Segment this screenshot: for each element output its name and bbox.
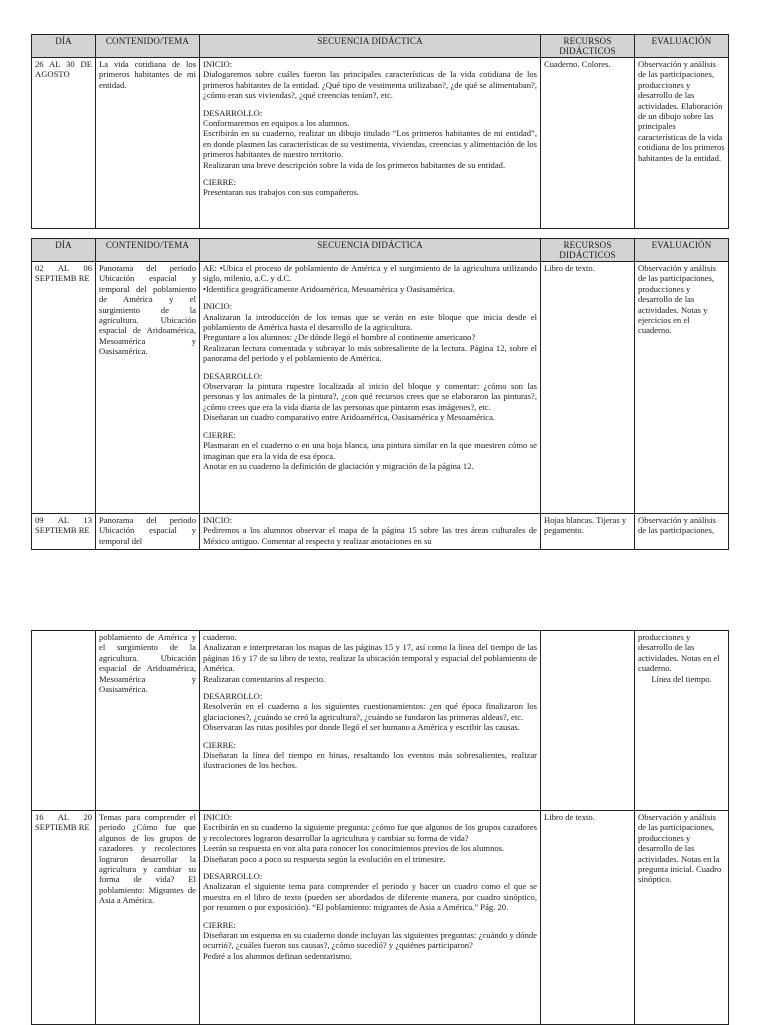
- dia-cell: 02 AL 06 SEPTIEMB RE: [32, 262, 96, 514]
- secuencia-line: Diseñaran un cuadro comparativo entre Aridoamérica, Oasisamérica y Mesoamérica.: [203, 412, 496, 423]
- secuencia-line: Leerán su respuesta en voz alta para conocer los conocimientos previos de los alumnos.: [203, 843, 505, 854]
- secuencia-line: Anotar en su cuaderno la definición de glaciación y migración de la página 12.: [203, 460, 474, 471]
- secuencia-line: CIERRE:: [203, 739, 236, 750]
- secuencia-line: Analizaran el siguiente tema para comprender el periodo y hacer un cuadro como el que se muestra en el libro de texto (pueden ser abordados de diferente manera, por cuadro sinóptico, por resumen o por exposición). “El poblamiento: migrantes de Asia a América.” Pág. 20.: [203, 881, 537, 913]
- recursos-cell: Hojas blancas. Tijeras y pegamento.: [541, 514, 635, 550]
- secuencia-line: Observaran las rutas posibles por donde llegó el ser humano a América y escribir las causas.: [203, 722, 520, 733]
- secuencia-line: Preguntare a los alumnos: ¿De dónde llegó el hombre al continente americano?: [203, 332, 476, 343]
- secuencia-line: Diseñaran un esquema en su cuaderno donde incluyan las siguientes preguntas: ¿cuándo y dónde ocurrió?, ¿cuáles fueron sus causas?, ¿cómo sucedió? y ¿quiénes participaron?: [203, 930, 537, 951]
- header-recursos: RECURSOS DIDÁCTICOS: [541, 239, 635, 262]
- dia-cell: 26 AL 30 DE AGOSTO: [32, 58, 96, 229]
- secuencia-line: INICIO:: [203, 59, 233, 69]
- secuencia-line: INICIO:: [203, 812, 233, 822]
- secuencia-cell: [200, 514, 541, 550]
- secuencia-cell: [200, 262, 541, 514]
- evaluacion-cell: Observación y análisis de las participaciones, producciones y desarrollo de las actividades. Notas y ejercicios en el cuaderno.: [635, 262, 729, 514]
- header-evaluacion: EVALUACIÓN: [635, 239, 729, 262]
- header-dia: DÍA: [32, 35, 96, 58]
- header-evaluacion: EVALUACIÓN: [635, 35, 729, 58]
- secuencia-line: Pediremos a los alumnos observar el mapa de la página 15 sobre las tres áreas culturales de México antiguo. Comentar al respecto y realizar anotaciones en su: [203, 525, 537, 546]
- secuencia-line: Pediré a los alumnos definan sedentarismo.: [203, 950, 352, 961]
- secuencia-line: CIERRE:: [203, 919, 236, 930]
- secuencia-line: Realizaran una breve descripción sobre la vida de los primeros habitantes de su entidad.: [203, 159, 506, 170]
- dia-cell: 16 AL 20 SEPTIEMB RE: [32, 811, 96, 1025]
- header-contenido: CONTENIDO/TEMA: [96, 35, 200, 58]
- plan-table-2: [31, 238, 729, 550]
- plan-table-1: [31, 34, 729, 229]
- secuencia-line: Escribirán en su cuaderno, realizar un dibujo titulado “Los primeros habitantes de mi entidad”, en donde plasmen las características de su vestimenta, viviendas, creencias y alimentación de los primeros habitantes de nuestro territorio.: [203, 128, 537, 160]
- recursos-cell: Cuaderno. Colores.: [541, 58, 635, 229]
- secuencia-line: Realizaran comentarios al respecto.: [203, 673, 326, 684]
- secuencia-line: INICIO:: [203, 515, 233, 525]
- secuencia-line: Observaran la pintura rupestre localizada al inicio del bloque y comentar: ¿cómo son las personas y los animales de la pintura?, ¿con qué recursos crees que se elaboraron las pinturas?, ¿cómo crees que era la vida diaria de las personas que pintaron esas imágenes?, etc.: [203, 381, 537, 412]
- contenido-cell: Panorama del periodo Ubicación espacial y temporal del: [96, 514, 200, 550]
- secuencia-line: Conformaremos en equipos a los alumnos.: [203, 118, 350, 129]
- header-contenido: CONTENIDO/TEMA: [96, 239, 200, 262]
- secuencia-line: DESARROLLO:: [203, 107, 263, 118]
- secuencia-line: CIERRE:: [203, 177, 236, 188]
- evaluacion-cell: Observación y análisis de las participaciones,: [635, 514, 729, 550]
- header-secuencia: SECUENCIA DIDÁCTICA: [200, 35, 541, 58]
- evaluacion-cell: Observación y análisis de las participaciones, producciones y desarrollo de las actividades. Elaboración de un dibujo sobre las principales características de la vida cotidiana de los primeros habitantes de la entidad.: [635, 58, 729, 229]
- recursos-cell: [541, 631, 635, 811]
- secuencia-line: Dialogaremos sobre cuáles fueron las principales características de la vida cotidiana de los primeros habitantes de la entidad. ¿Qué tipo de vestimenta utilizaban?, ¿de qué se alimentaban?, ¿cómo eran sus viviendas?, ¿qué creencias tenían?, etc.: [203, 69, 537, 101]
- evaluacion-cell: Observación y análisis de las participaciones, producciones y desarrollo de las actividades. Notas en la pregunta inicial. Cuadro sinóptico.: [635, 811, 729, 1025]
- recursos-cell: Libro de texto.: [541, 262, 635, 514]
- contenido-cell: Panorama del periodo Ubicación espacial y temporal del poblamiento de América y el surgimiento de la agricultura. Ubicación espacial de Aridoamérica, Mesoamérica y Oasisamérica.: [96, 262, 200, 514]
- recursos-cell: Libro de texto.: [541, 811, 635, 1025]
- secuencia-line: Presentaran sus trabajos con sus compañeros.: [203, 187, 360, 198]
- evaluacion-cell: [635, 631, 729, 811]
- secuencia-line: cuaderno.: [203, 632, 237, 642]
- header-secuencia: SECUENCIA DIDÁCTICA: [200, 239, 541, 262]
- secuencia-cell: [200, 58, 541, 229]
- header-dia: DÍA: [32, 239, 96, 262]
- secuencia-line: Plasmaran en el cuaderno o en una hoja blanca, una pintura similar en la que muestren cómo se imaginan que era la vida de esa época.: [203, 440, 537, 461]
- secuencia-line: Analizaran la introducción de los temas que se verán en este bloque que inicia desde el poblamiento de América hasta el desarrollo de la agricultura.: [203, 311, 537, 333]
- secuencia-line: Diseñaran poco a poco su respuesta según la evolución en el trimestre.: [203, 853, 446, 864]
- secuencia-line: •Identifica geográficamente Aridoamérica, Mesoamérica y Oasisamérica.: [203, 283, 455, 294]
- secuencia-line: AE: •Ubica el proceso de poblamiento de América y el surgimiento de la agricultura utilizando siglo, milenio, a.C. y d.C.: [203, 263, 537, 284]
- contenido-cell: Temas para comprender el periodo ¿Cómo fue que algunos de los grupos de cazadores y recolectores lograron desarrollar la agricultura y cambiar su forma de vida? El poblamiento: Migrantes de Asia a América.: [96, 811, 200, 1025]
- secuencia-line: Analizaran e interpretaran los mapas de las páginas 15 y 17, así como la línea del tiempo de las páginas 16 y 17 de su libro de texto, realizar la ubicación temporal y espacial del poblamiento de América.: [203, 642, 537, 674]
- secuencia-line: Escribirán en su cuaderno la siguiente pregunta: ¿cómo fue que algunos de los grupos cazadores y recolectores lograron desarrollar la agricultura y cambiar su forma de vida?: [203, 822, 537, 843]
- secuencia-line: Resolverán en el cuaderno a los siguientes cuestionamientos: ¿en qué época finalizaron los glaciaciones?, ¿cuándo se creó la agricultura?, ¿cuándo se fundaron las primeras aldeas?, etc.: [203, 701, 537, 722]
- secuencia-line: DESARROLLO:: [203, 871, 263, 882]
- dia-cell: 09 AL 13 SEPTIEMB RE: [32, 514, 96, 550]
- secuencia-line: DESARROLLO:: [203, 370, 263, 381]
- secuencia-cell: [200, 811, 541, 1025]
- secuencia-cell: [200, 631, 541, 811]
- contenido-cell: poblamiento de América y el surgimiento de la agricultura. Ubicación espacial de Aridoamérica, Mesoamérica y Oasisamérica.: [96, 631, 200, 811]
- evaluacion-text: producciones y desarrollo de las actividades. Notas en el cuaderno.: [638, 632, 720, 674]
- header-recursos: RECURSOS DIDÁCTICOS: [541, 35, 635, 58]
- secuencia-line: CIERRE:: [203, 429, 236, 440]
- secuencia-line: Diseñaran la línea del tiempo en binas, resaltando los eventos más sobresalientes, realizar ilustraciones de los hechos.: [203, 750, 537, 771]
- secuencia-line: Realizaran lectura comentada y subrayar lo más sobresaliente de la lectura. Página 12, sobre el panorama del periodo y el poblamiento de América.: [203, 342, 537, 364]
- dia-cell: [32, 631, 96, 811]
- plan-table-3: [31, 630, 729, 1025]
- evaluacion-text: Línea del tiempo.: [651, 673, 712, 684]
- contenido-cell: La vida cotidiana de los primeros habitantes de mi entidad.: [96, 58, 200, 229]
- secuencia-line: INICIO:: [203, 301, 233, 312]
- secuencia-line: DESARROLLO:: [203, 691, 263, 702]
